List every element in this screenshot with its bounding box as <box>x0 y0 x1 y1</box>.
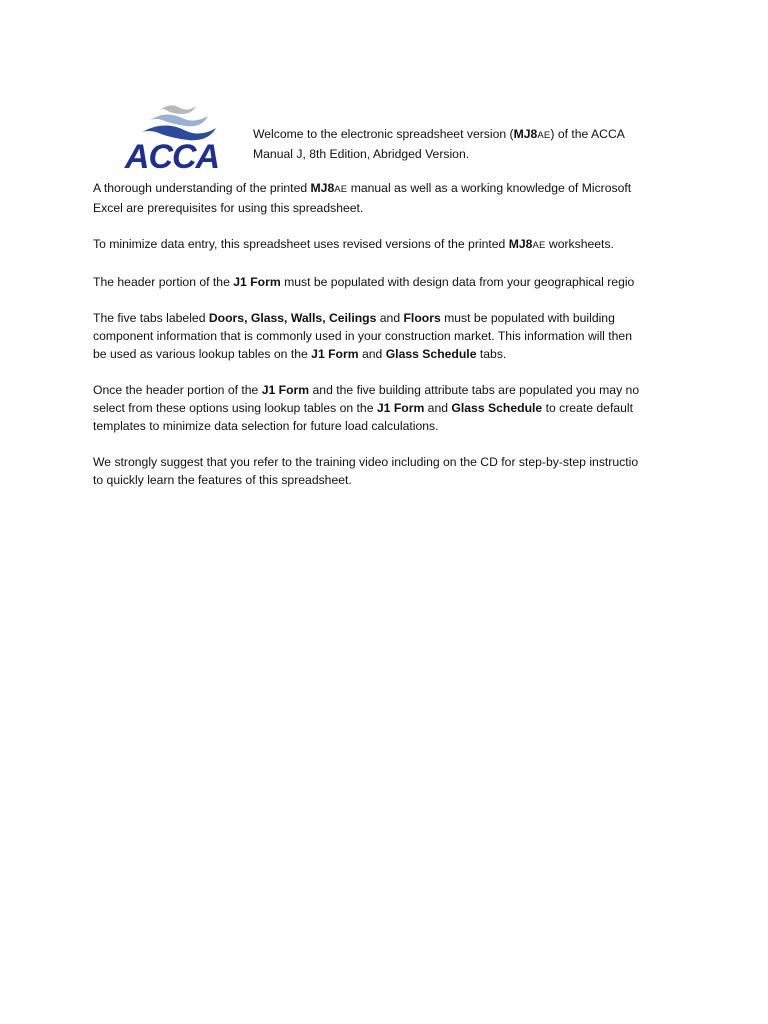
intro-line-2: Manual J, 8th Edition, Abridged Version. <box>253 147 470 161</box>
paragraph-header-portion: The header portion of the J1 Form must be populated with design data from your geographical regio <box>93 275 635 289</box>
logo-wave-grey <box>160 105 196 114</box>
logo-text: ACCA <box>124 138 220 170</box>
logo-wave-light <box>150 114 208 126</box>
paragraph-prerequisites: A thorough understanding of the printed MJ8AE manual as well as a working knowledge of Microsoft Excel are prerequisites for using this spreadsheet. <box>93 181 632 215</box>
paragraph-training-video: We strongly suggest that you refer to the training video including on the CD for step-by-step instructio to quickly learn the features of this spreadsheet. <box>93 455 639 487</box>
paragraph-lookup-tables: Once the header portion of the J1 Form and the five building attribute tabs are populated you may no select from these options using lookup tables on the J1 Form and Glass Schedule to create default templates to minimize data selection for future load calculations. <box>93 383 640 433</box>
acca-logo <box>116 102 228 170</box>
paragraph-five-tabs: The five tabs labeled Doors, Glass, Walls, Ceilings and Floors must be populated with building component information that is commonly used in your construction market. This information will then be used as various lookup tables on the J1 Form and Glass Schedule tabs. <box>93 311 632 361</box>
intro-line-1: Welcome to the electronic spreadsheet version (MJ8AE) of the ACCA <box>253 127 625 141</box>
paragraph-data-entry: To minimize data entry, this spreadsheet uses revised versions of the printed MJ8AE worksheets. <box>93 237 614 251</box>
intro-text <box>253 125 673 163</box>
body-text <box>93 179 655 507</box>
